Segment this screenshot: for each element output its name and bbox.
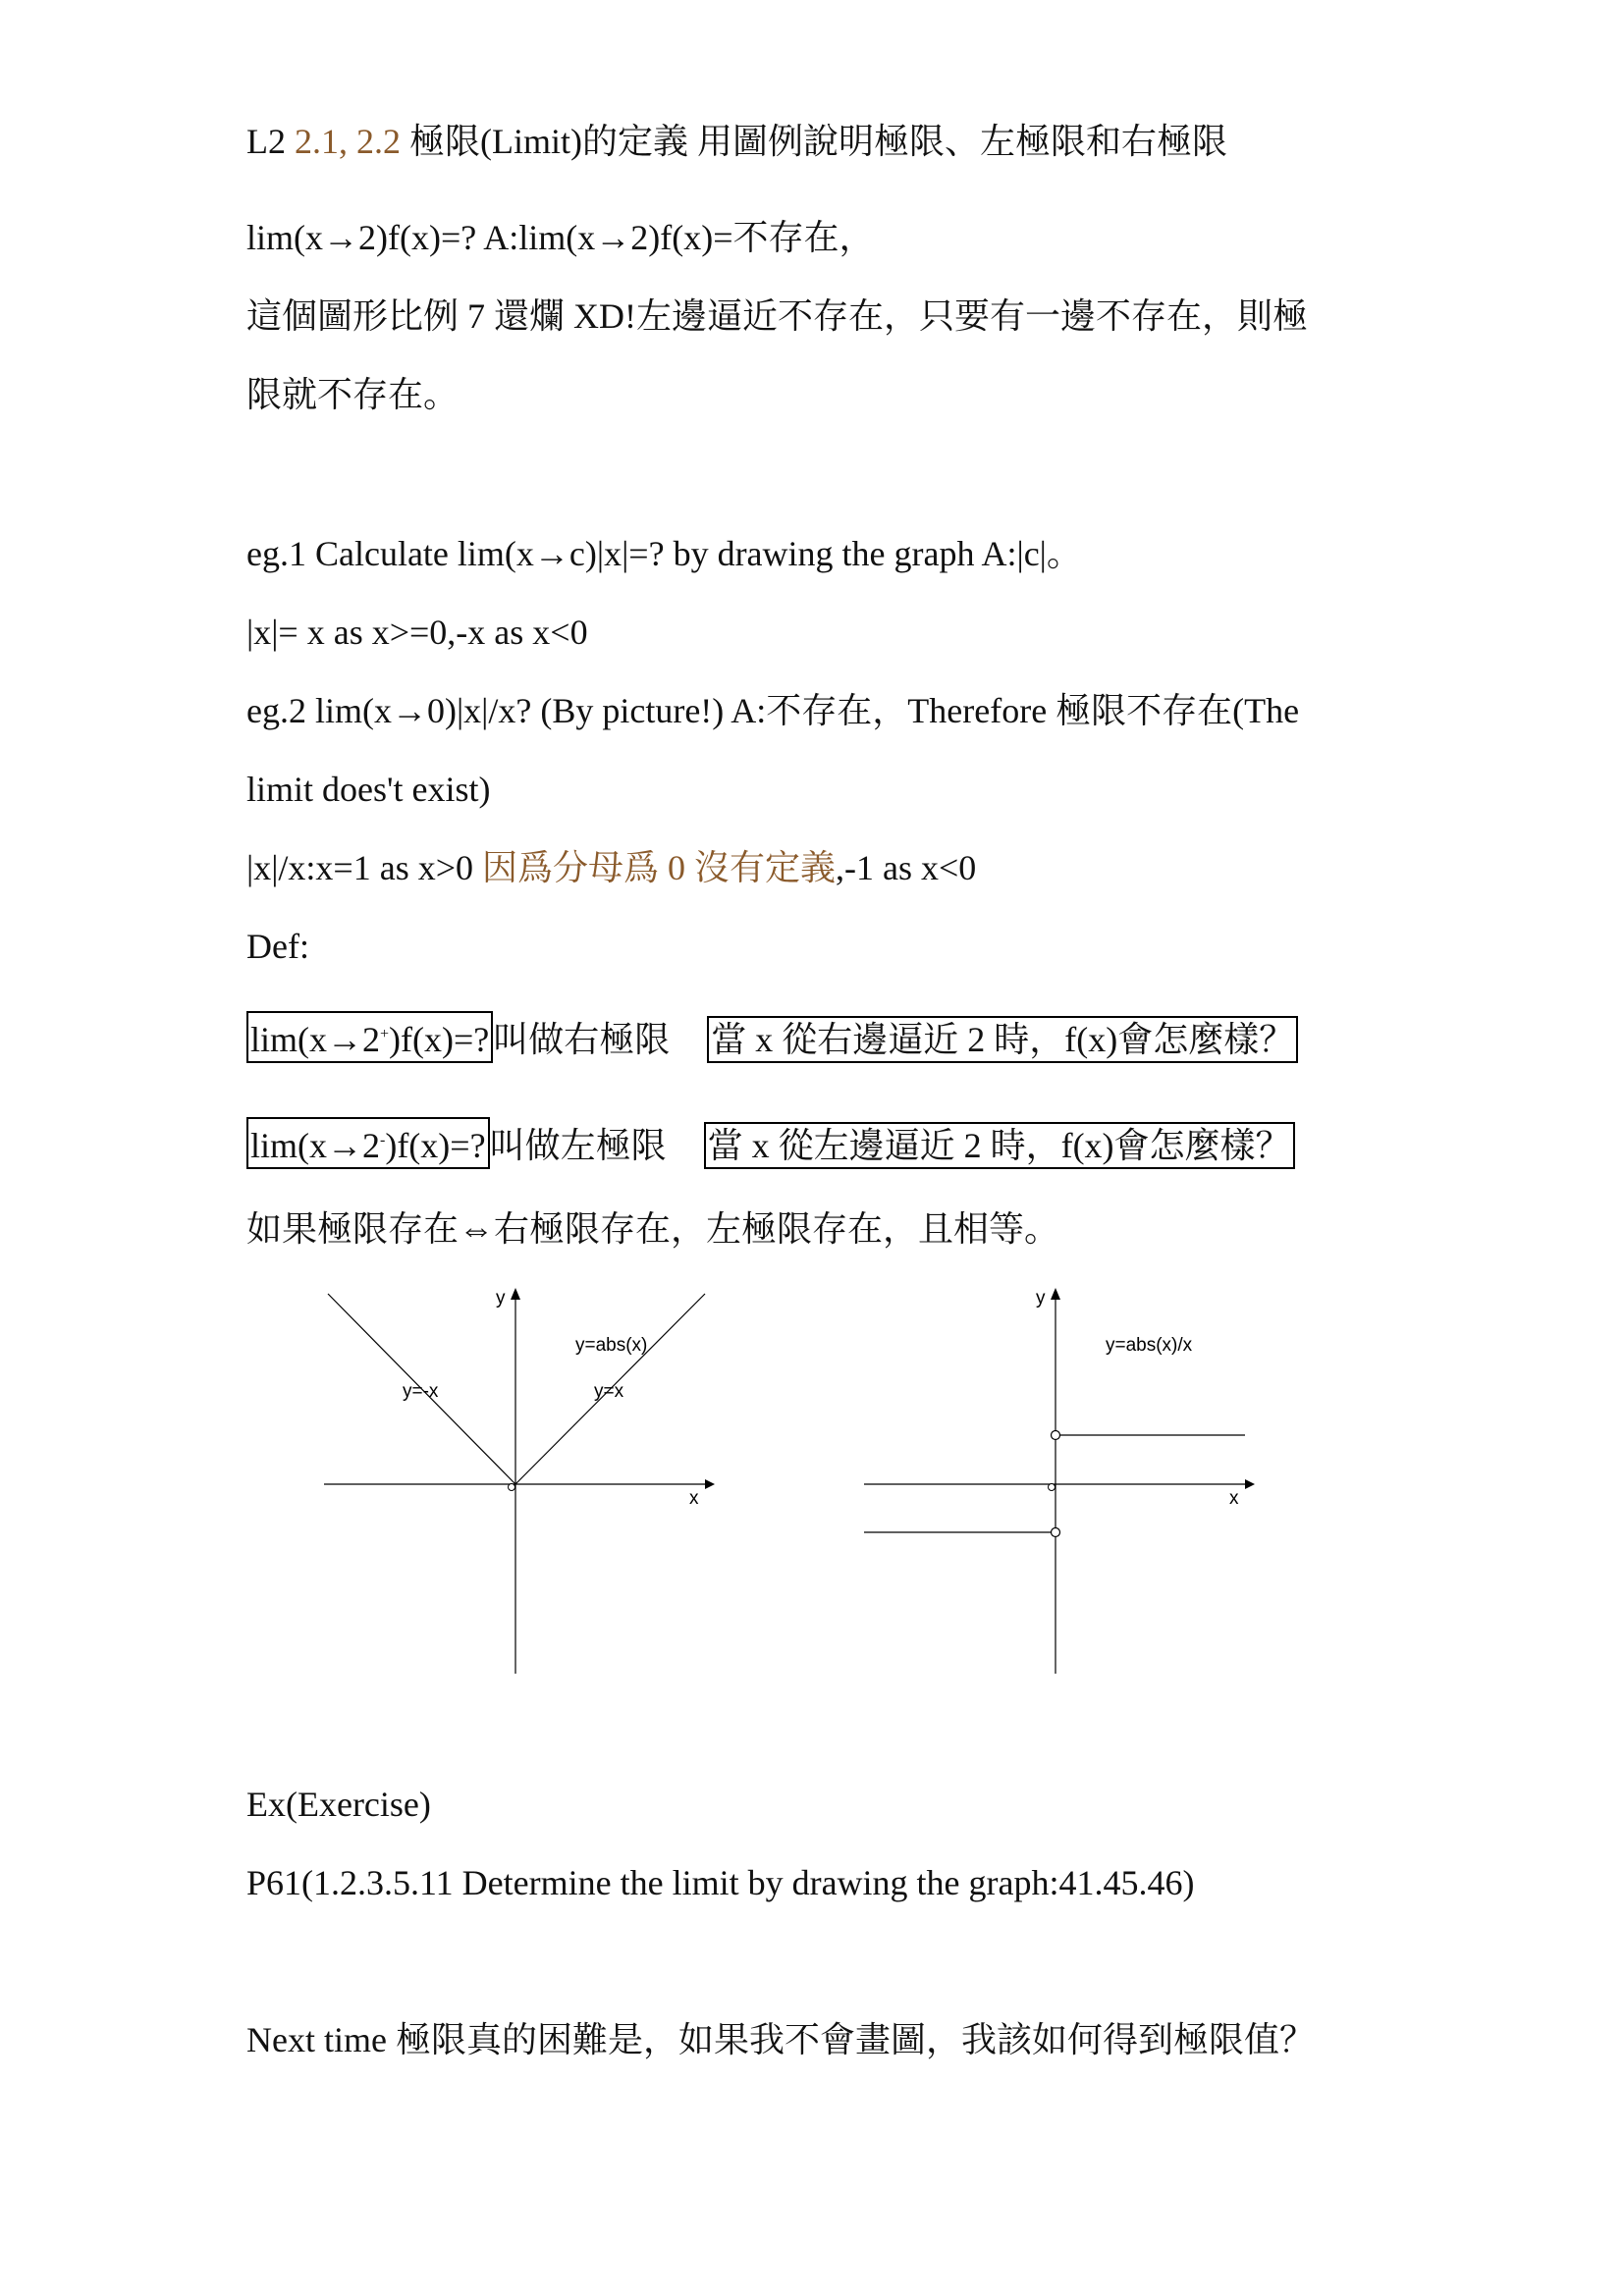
absdiv-graph (864, 1286, 1257, 1683)
x-axis-label: x (1229, 1488, 1239, 1509)
intro-line-3: 限就不存在。 (246, 375, 460, 414)
intro-line-1: lim(x→2)f(x)=? A:lim(x→2)f(x)=不存在， (246, 218, 875, 257)
y-axis-arrow (511, 1288, 520, 1300)
abs-graph (324, 1286, 717, 1683)
exercise-text: P61(1.2.3.5.11 Determine the limit by drawing the graph:41.45.46) (246, 1863, 1195, 1902)
right-limit-name: 叫做右極限 (493, 1020, 671, 1059)
x-axis-label: x (689, 1488, 699, 1509)
x-axis-arrow (1245, 1479, 1255, 1489)
origin-point (1049, 1484, 1056, 1491)
origin-point (509, 1484, 515, 1491)
right-limit-box: lim(x→2+)f(x)=? (246, 1011, 493, 1063)
example-2-line-1: eg.2 lim(x→0)|x|/x? (By picture!) A:不存在，Therefore 極限不存在(The (246, 691, 1300, 730)
right-branch-label: y=x (594, 1381, 624, 1402)
left-branch-label: y=-x (403, 1381, 439, 1402)
next-time-note: Next time 極限真的困難是，如果我不會畫圖，我該如何得到極限值？ (246, 2020, 1315, 2059)
graph-title: y=abs(x) (575, 1335, 648, 1356)
graph-title: y=abs(x)/x (1106, 1335, 1193, 1356)
left-limit-name: 叫做左極限 (489, 1126, 667, 1165)
abs-definition: |x|= x as x>=0,-x as x<0 (246, 613, 588, 652)
right-limit-question: 當 x 從右邊逼近 2 時，f(x)會怎麼樣？ (707, 1016, 1298, 1063)
limit-existence-rule: 如果極限存在⇔右極限存在，左極限存在，且相等。 (246, 1209, 1060, 1249)
example-1: eg.1 Calculate lim(x→c)|x|=? by drawing the graph A:|c|。 (246, 534, 1082, 573)
page-heading: L2 2.1, 2.2 極限(Limit)的定義 用圖例說明極限、左極限和右極限 (246, 122, 1227, 161)
section-numbers: 2.1, 2.2 (295, 122, 401, 161)
open-point-lower (1052, 1528, 1060, 1537)
left-limit-row (246, 1117, 1295, 1169)
intro-line-2: 這個圖形比例 7 還爛 XD!左邊逼近不存在，只要有一邊不存在，則極 (246, 296, 1308, 336)
example-2-line-2: limit does't exist) (246, 770, 491, 809)
left-limit-question: 當 x 從左邊逼近 2 時，f(x)會怎麼樣？ (704, 1122, 1295, 1169)
def-label: Def: (246, 927, 309, 966)
x-axis-arrow (705, 1479, 715, 1489)
y-axis-label: y (1036, 1288, 1046, 1308)
open-point-upper (1052, 1431, 1060, 1440)
right-limit-row (246, 1011, 1298, 1063)
left-limit-box: lim(x→2-)f(x)=? (246, 1117, 490, 1169)
denominator-note: 因爲分母爲 0 沒有定義 (482, 848, 837, 887)
fraction-definition: |x|/x:x=1 as x>0 因爲分母爲 0 沒有定義,-1 as x<0 (246, 848, 977, 887)
exercise-title: Ex(Exercise) (246, 1785, 431, 1824)
y-axis-label: y (496, 1288, 506, 1308)
y-axis-arrow (1051, 1288, 1060, 1300)
